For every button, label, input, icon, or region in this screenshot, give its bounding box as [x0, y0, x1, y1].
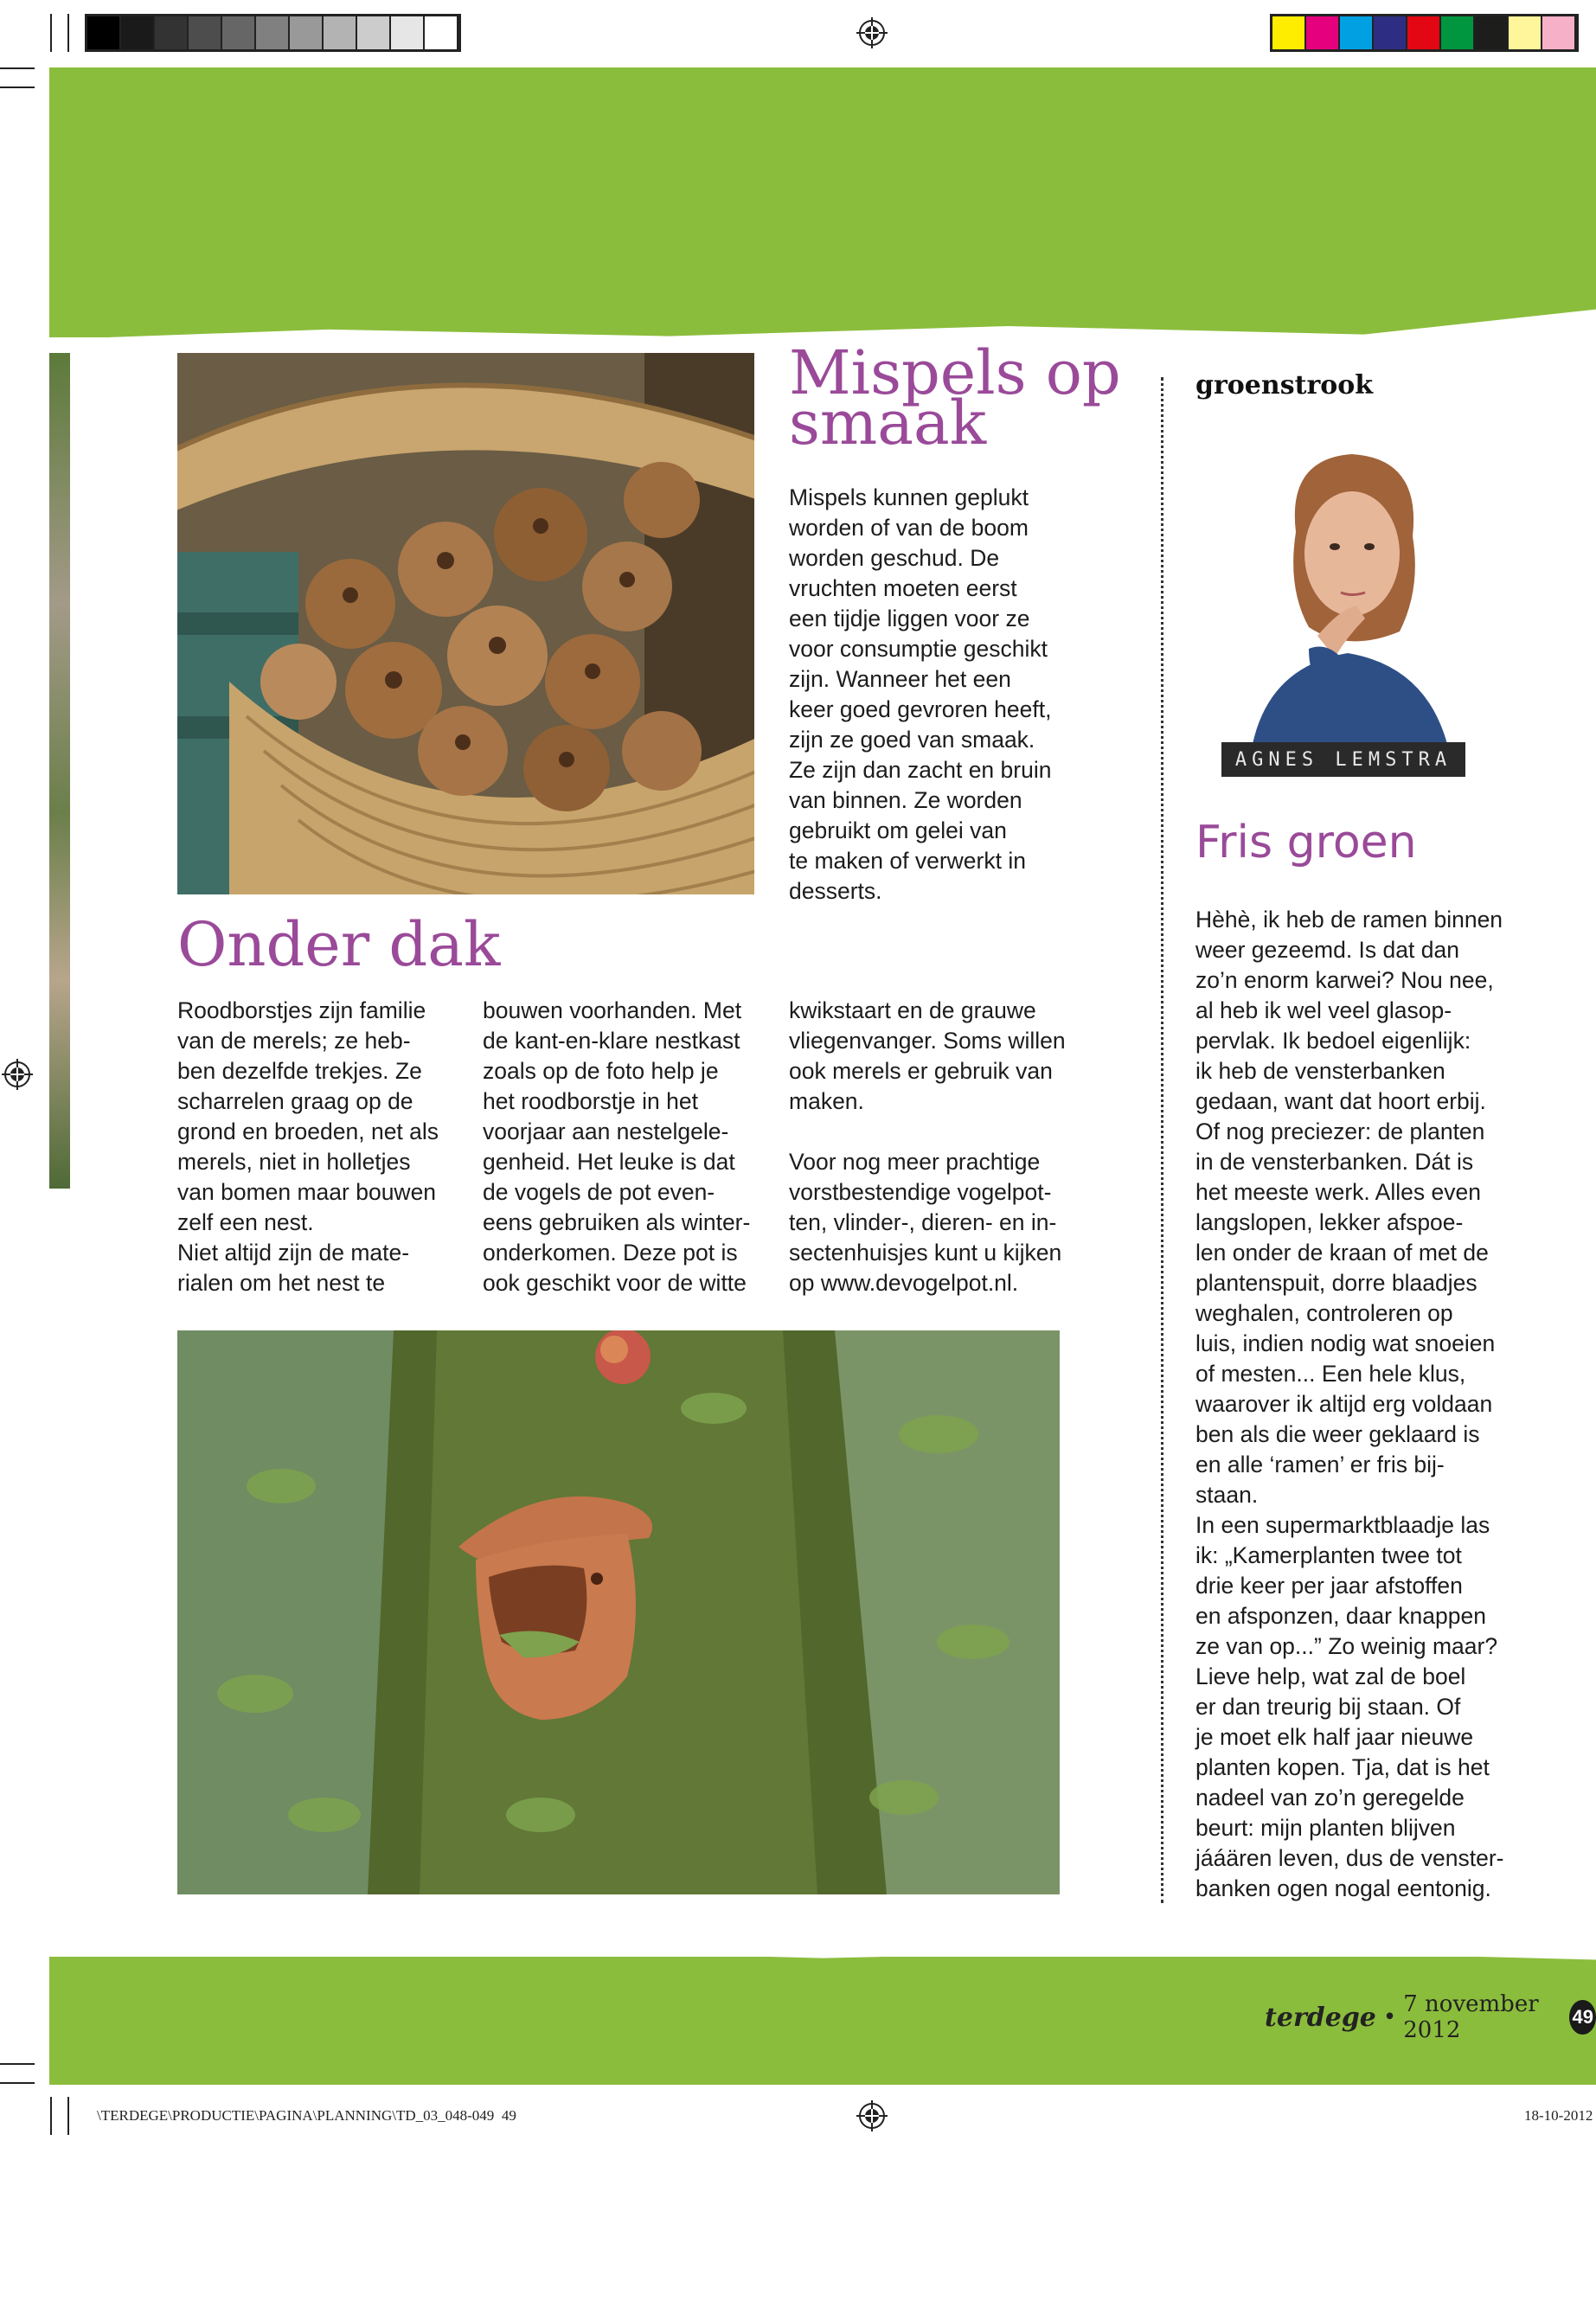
calibration-swatch	[357, 16, 391, 49]
text-line: weer gezeemd. Is dat dan	[1195, 937, 1459, 963]
text-line: merels, niet in holletjes	[177, 1149, 411, 1175]
text-line: de vogels de pot even-	[483, 1179, 715, 1205]
text-line: zijn ze goed van smaak.	[789, 727, 1035, 753]
text-line: je moet elk half jaar nieuwe	[1195, 1724, 1474, 1750]
text-line: Roodborstjes zijn familie	[177, 997, 426, 1023]
onder-dak-headline: Onder dak	[177, 909, 501, 980]
text-line: Mispels kunnen geplukt	[789, 484, 1029, 510]
text-line: ze van op...” Zo weinig maar?	[1195, 1633, 1498, 1659]
text-line: scharrelen graag op de	[177, 1088, 413, 1114]
footer-bullet: •	[1382, 2004, 1397, 2030]
crop-mark	[67, 2097, 69, 2135]
bird-pot-photo	[177, 1330, 1060, 1894]
text-line: rialen om het nest te	[177, 1270, 386, 1296]
text-line: banken ogen nogal eentonig.	[1195, 1875, 1491, 1901]
text-line: ik: „Kamerplanten twee tot	[1195, 1542, 1462, 1568]
text-line: Voor nog meer prachtige	[789, 1149, 1041, 1175]
onder-dak-column-2	[483, 996, 768, 1298]
text-line: drie keer per jaar afstoffen	[1195, 1573, 1463, 1599]
text-line: in de vensterbanken. Dát is	[1195, 1149, 1474, 1175]
column-divider	[1161, 377, 1163, 1903]
text-line: plantenspuit, dorre blaadjes	[1195, 1270, 1477, 1296]
text-line: zo’n enorm karwei? Nou nee,	[1195, 967, 1494, 993]
text-line: Ze zijn dan zacht en bruin	[789, 757, 1052, 783]
text-line: ook merels er gebruik van	[789, 1058, 1053, 1084]
text-line: bouwen voorhanden. Met	[483, 997, 742, 1023]
text-line: eens gebruiken als winter-	[483, 1209, 751, 1235]
text-line: onderkomen. Deze pot is	[483, 1240, 738, 1266]
text-line: beurt: mijn planten blijven	[1195, 1815, 1456, 1841]
column-body	[1195, 905, 1524, 1904]
text-line: Niet altijd zijn de mate-	[177, 1240, 410, 1266]
text-line: vruchten moeten eerst	[789, 575, 1017, 601]
registration-mark-icon	[856, 2100, 888, 2131]
calibration-swatch	[425, 16, 458, 49]
mispels-body	[789, 483, 1066, 907]
crop-mark	[67, 14, 69, 52]
registration-mark-icon	[2, 1059, 33, 1090]
text-line: zijn. Wanneer het een	[789, 666, 1011, 692]
text-line: len onder de kraan of met de	[1195, 1240, 1489, 1266]
text-line: voor consumptie geschikt	[789, 636, 1048, 662]
text-line: en afsponzen, daar knappen	[1195, 1603, 1486, 1629]
mispels-headline	[789, 337, 1121, 458]
onder-dak-column-3	[789, 996, 1074, 1298]
crop-mark	[0, 67, 35, 69]
onder-dak-column-1	[177, 996, 454, 1298]
text-line: staan.	[1195, 1482, 1259, 1508]
slug-path: \TERDEGE\PRODUCTIE\PAGINA\PLANNING\TD_03_048-049	[97, 2107, 495, 2124]
text-line: jááären leven, dus de venster-	[1195, 1845, 1504, 1871]
text-line: gebruikt om gelei van	[789, 817, 1007, 843]
text-line: het roodborstje in het	[483, 1088, 698, 1114]
text-line: langslopen, lekker afspoe-	[1195, 1209, 1464, 1235]
column-headline: Fris groen	[1195, 817, 1417, 868]
text-line: van bomen maar bouwen	[177, 1179, 437, 1205]
text-line: te maken of verwerkt in	[789, 848, 1026, 874]
text-line: grond en broeden, net als	[177, 1118, 439, 1144]
print-slug	[97, 2107, 516, 2125]
text-line: weghalen, controleren op	[1195, 1300, 1453, 1326]
text-line: genheid. Het leuke is dat	[483, 1149, 735, 1175]
text-line: en alle ‘ramen’ er fris bij-	[1195, 1452, 1445, 1477]
text-line: luis, indien nodig wat snoeien	[1195, 1330, 1496, 1356]
author-name-tag: AGNES LEMSTRA	[1221, 742, 1465, 777]
calibration-swatch	[1509, 16, 1542, 49]
grayscale-calibration-strip	[85, 14, 461, 52]
calibration-swatch	[324, 16, 357, 49]
magazine-brand: terdege	[1265, 2002, 1376, 2033]
column-kicker: groenstrook	[1195, 370, 1374, 401]
calibration-swatch	[1340, 16, 1374, 49]
calibration-swatch	[1272, 16, 1306, 49]
text-line: desserts.	[789, 878, 882, 904]
text-line: ook geschikt voor de witte	[483, 1270, 747, 1296]
medlar-basket-photo	[177, 353, 754, 894]
crop-mark	[0, 87, 35, 88]
calibration-swatch	[222, 16, 256, 49]
calibration-swatch	[1407, 16, 1441, 49]
text-line: voorjaar aan nestelgele-	[483, 1118, 729, 1144]
crop-mark	[50, 14, 52, 52]
text-line: zelf een nest.	[177, 1209, 314, 1235]
crop-mark	[50, 2097, 52, 2135]
author-portrait	[1235, 433, 1460, 744]
crop-mark	[0, 2063, 35, 2065]
calibration-swatch	[121, 16, 155, 49]
calibration-swatch	[1441, 16, 1475, 49]
text-line: Of nog preciezer: de planten	[1195, 1118, 1485, 1144]
text-line: er dan treurig bij staan. Of	[1195, 1694, 1461, 1720]
calibration-swatch	[155, 16, 189, 49]
text-line: van de merels; ze heb-	[177, 1028, 411, 1054]
text-line: ten, vlinder-, dieren- en in-	[789, 1209, 1057, 1235]
text-line: ik heb de vensterbanken	[1195, 1058, 1445, 1084]
text-line: al heb ik wel veel glasop-	[1195, 997, 1452, 1023]
color-calibration-strip	[1270, 14, 1579, 52]
edge-photo-sliver	[49, 353, 70, 1189]
text-line: Lieve help, wat zal de boel	[1195, 1663, 1466, 1689]
text-line: waarover ik altijd erg voldaan	[1195, 1391, 1493, 1417]
calibration-swatch	[290, 16, 324, 49]
text-line	[789, 1117, 1074, 1147]
text-line: vliegenvanger. Soms willen	[789, 1028, 1066, 1054]
text-line: kwikstaart en de grauwe	[789, 997, 1036, 1023]
text-line: nadeel van zo’n geregelde	[1195, 1785, 1465, 1811]
slug-date: 18-10-2012	[1524, 2107, 1593, 2124]
calibration-swatch	[1306, 16, 1340, 49]
slug-page: 49	[501, 2107, 516, 2124]
calibration-swatch	[87, 16, 121, 49]
calibration-swatch	[189, 16, 222, 49]
text-line: op www.devogelpot.nl.	[789, 1270, 1019, 1296]
text-line: van binnen. Ze worden	[789, 787, 1022, 813]
page-footer	[1265, 1991, 1596, 2043]
text-line: pervlak. Ik bedoel eigenlijk:	[1195, 1028, 1471, 1054]
text-line: keer goed gevroren heeft,	[789, 696, 1052, 722]
text-line: worden of van de boom	[789, 515, 1029, 541]
calibration-swatch	[391, 16, 425, 49]
registration-mark-icon	[856, 17, 888, 48]
mispels-headline-line1: Mispels op	[789, 337, 1121, 408]
text-line: Hèhè, ik heb de ramen binnen	[1195, 907, 1503, 933]
issue-date: 7 november 2012	[1403, 1991, 1539, 2043]
text-line: planten kopen. Tja, dat is het	[1195, 1754, 1490, 1780]
text-line: vorstbestendige vogelpot-	[789, 1179, 1052, 1205]
text-line: of mesten... Een hele klus,	[1195, 1361, 1466, 1387]
text-line: ben dezelfde trekjes. Ze	[177, 1058, 422, 1084]
calibration-swatch	[256, 16, 290, 49]
text-line: gedaan, want dat hoort erbij.	[1195, 1088, 1486, 1114]
calibration-swatch	[1374, 16, 1407, 49]
calibration-swatch	[1475, 16, 1509, 49]
text-line: zoals op de foto help je	[483, 1058, 719, 1084]
crop-mark	[0, 2082, 35, 2084]
text-line: de kant-en-klare nestkast	[483, 1028, 740, 1054]
text-line: een tijdje liggen voor ze	[789, 606, 1030, 631]
calibration-swatch	[1542, 16, 1576, 49]
text-line: sectenhuisjes kunt u kijken	[789, 1240, 1062, 1266]
text-line: In een supermarktblaadje las	[1195, 1512, 1490, 1538]
text-line: ben als die weer geklaard is	[1195, 1421, 1480, 1447]
top-green-band	[49, 67, 1596, 337]
text-line: worden geschud. De	[789, 545, 1000, 571]
page-number-badge: 49	[1569, 2000, 1596, 2035]
text-line: maken.	[789, 1088, 864, 1114]
mispels-headline-line2: smaak	[789, 388, 987, 458]
text-line: het meeste werk. Alles even	[1195, 1179, 1481, 1205]
